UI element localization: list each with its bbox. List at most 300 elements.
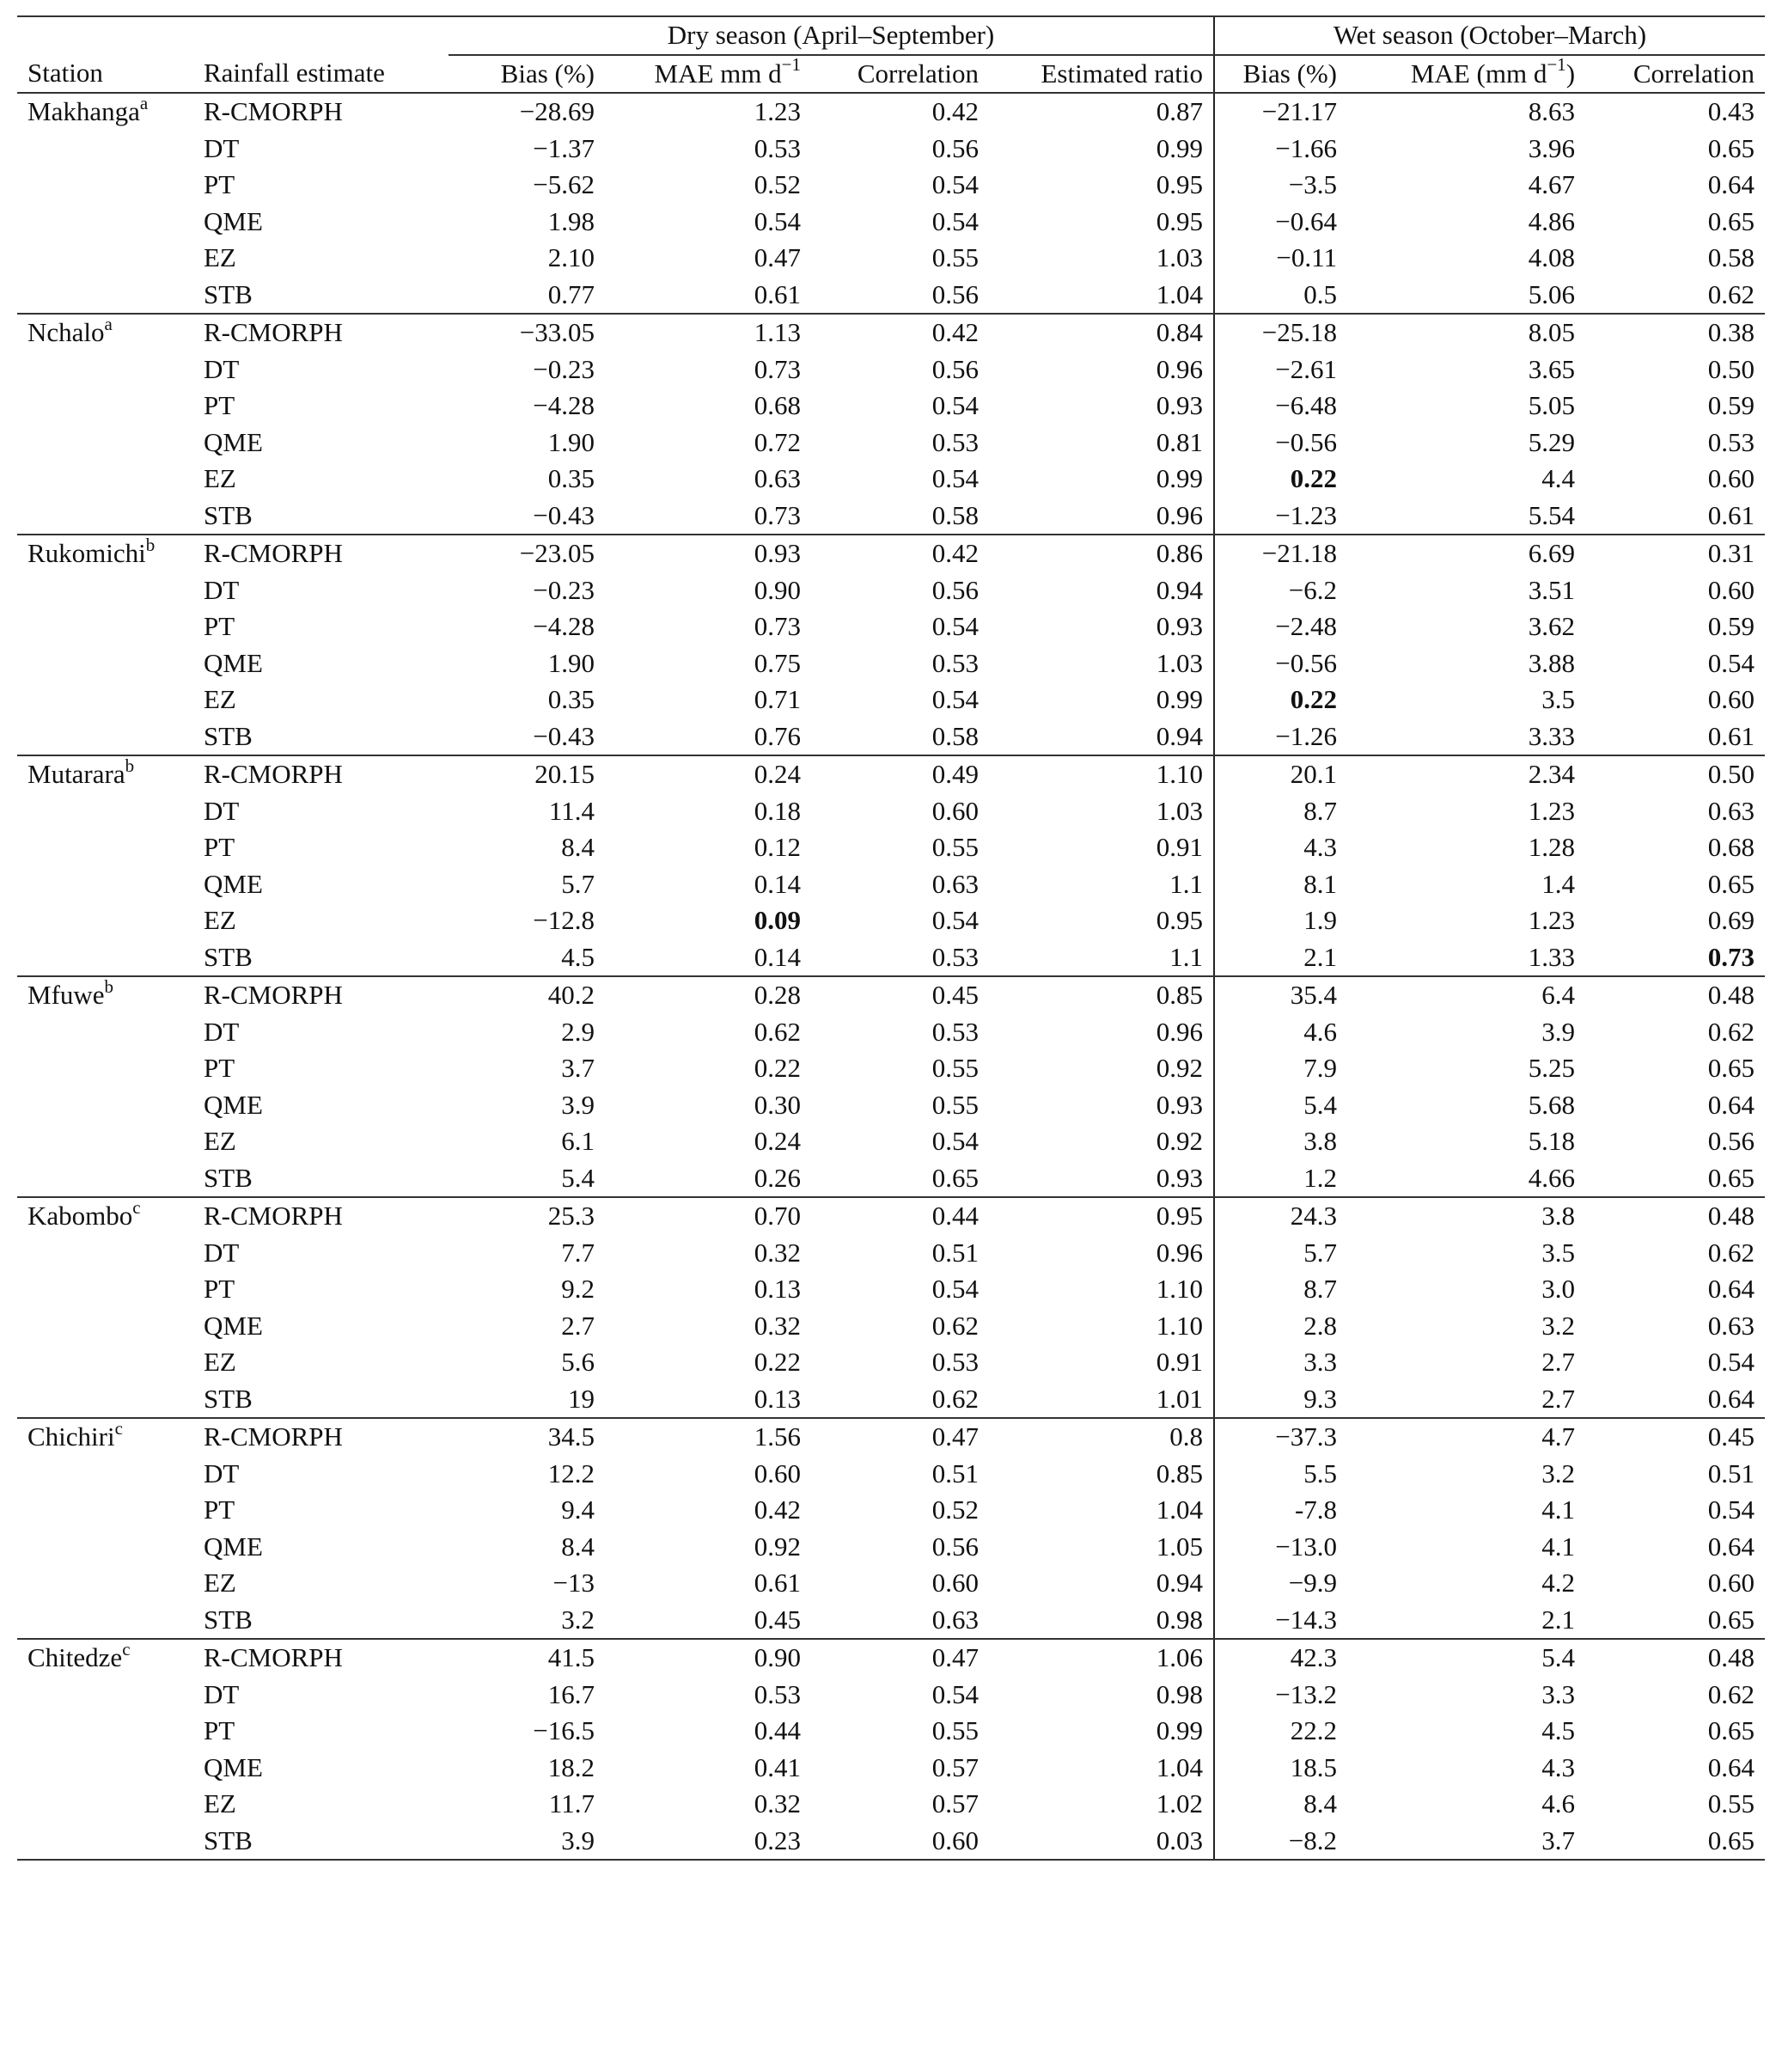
rainfall-estimate-cell: EZ <box>204 1347 236 1377</box>
dry-correlation-cell: 0.54 <box>931 684 979 714</box>
rainfall-estimate-cell: DT <box>204 1016 240 1047</box>
table-row <box>17 425 1765 461</box>
dry-ratio-cell: 0.95 <box>1156 205 1204 236</box>
dry-bias-cell: −0.23 <box>533 353 595 384</box>
dry-bias-cell: −0.23 <box>533 574 595 605</box>
wet-correlation-cell: 0.65 <box>1585 1823 1765 1861</box>
station-cell <box>17 425 193 461</box>
wet-mae-cell: 4.66 <box>1347 1160 1585 1198</box>
station-cell <box>17 240 193 277</box>
wet-mae-cell: 3.62 <box>1528 611 1576 641</box>
dry-bias-cell: 3.9 <box>561 1089 595 1120</box>
dry-correlation-cell: 0.49 <box>931 759 979 789</box>
rainfall-estimate-cell: R-CMORPH <box>204 1421 343 1452</box>
dry-mae-cell: 0.18 <box>754 795 801 826</box>
wet-correlation-cell: 0.65 <box>1707 1053 1755 1083</box>
dry-ratio-cell: 0.99 <box>1156 463 1204 493</box>
station-cell <box>17 1565 193 1602</box>
wet-correlation-cell: 0.65 <box>1707 868 1755 899</box>
wet-mae-cell: 1.28 <box>1528 832 1576 862</box>
dry-ratio-cell: 1.1 <box>989 939 1214 977</box>
dry-correlation-cell: 0.62 <box>931 1310 979 1341</box>
dry-correlation-cell: 0.51 <box>931 1237 979 1268</box>
dry-ratio-cell: 0.95 <box>1156 1201 1204 1231</box>
wet-bias-cell: 9.3 <box>1214 1381 1347 1419</box>
wet-correlation-cell: 0.50 <box>1707 759 1755 789</box>
wet-mae-cell: 3.96 <box>1528 132 1576 163</box>
rainfall-estimate-cell: EZ <box>204 242 236 272</box>
dry-mae-cell: 0.90 <box>754 1642 801 1672</box>
dry-mae-cell: 0.68 <box>754 390 801 420</box>
station-cell <box>17 572 193 609</box>
dry-ratio-cell: 0.96 <box>989 498 1214 535</box>
wet-correlation-cell: 0.59 <box>1707 390 1755 420</box>
rainfall-estimate-cell: R-CMORPH <box>204 96 343 126</box>
table-row <box>17 1786 1765 1823</box>
dry-mae-cell: 0.93 <box>754 538 801 568</box>
rainfall-estimate-cell: STB <box>193 1381 449 1419</box>
dry-bias-column-header: Bias (%) <box>449 55 605 94</box>
wet-bias-cell: −1.23 <box>1214 498 1347 535</box>
dry-bias-cell: 2.9 <box>561 1016 595 1047</box>
dry-correlation-cell: 0.42 <box>931 96 979 126</box>
station-cell <box>17 718 193 756</box>
station-name: Mutarara <box>27 759 125 789</box>
dry-mae-cell: 0.63 <box>754 463 801 493</box>
table-row <box>17 902 1765 939</box>
wet-mae-cell: 8.63 <box>1528 96 1576 126</box>
wet-correlation-cell: 0.65 <box>1585 1160 1765 1198</box>
wet-bias-cell: 0.5 <box>1214 277 1347 315</box>
dry-mae-cell: 0.14 <box>605 939 811 977</box>
table-row <box>17 1492 1765 1529</box>
dry-correlation-cell: 0.42 <box>931 317 979 347</box>
wet-correlation-column-header: Correlation <box>1585 55 1765 94</box>
wet-mae-cell: 6.69 <box>1528 538 1576 568</box>
dry-mae-cell: 0.24 <box>754 1126 801 1156</box>
station-cell <box>17 1197 193 1235</box>
wet-mae-close: ) <box>1565 58 1576 89</box>
wet-mae-cell: 5.68 <box>1528 1089 1576 1120</box>
dry-correlation-cell: 0.53 <box>811 939 989 977</box>
dry-mae-cell: 0.73 <box>754 353 801 384</box>
table-row <box>17 1160 1765 1198</box>
wet-correlation-cell: 0.38 <box>1707 317 1755 347</box>
station-cell <box>17 1308 193 1345</box>
dry-ratio-cell: 0.93 <box>1156 1089 1204 1120</box>
dry-ratio-cell: 1.10 <box>1156 1274 1204 1304</box>
station-footnote-marker: c <box>114 1417 123 1439</box>
dry-bias-cell: −5.62 <box>533 169 595 199</box>
dry-bias-cell: 3.2 <box>449 1602 605 1640</box>
table-row <box>17 681 1765 718</box>
wet-mae-cell: 3.3 <box>1541 1678 1576 1709</box>
station-name: Chitedze <box>27 1642 123 1672</box>
dry-mae-cell: 0.76 <box>605 718 811 756</box>
table-row <box>17 939 1765 977</box>
table-row <box>17 351 1765 388</box>
wet-mae-cell: 1.33 <box>1347 939 1585 977</box>
station-footnote-marker: b <box>145 534 156 555</box>
rainfall-estimate-cell: EZ <box>204 1788 236 1818</box>
rainfall-estimate-cell: DT <box>204 1237 240 1268</box>
station-cell <box>17 1271 193 1308</box>
dry-mae-cell: 0.14 <box>754 868 801 899</box>
table-row <box>17 1456 1765 1493</box>
dry-ratio-cell: 1.03 <box>1156 242 1204 272</box>
dry-correlation-cell: 0.47 <box>931 1421 979 1452</box>
dry-correlation-cell: 0.54 <box>931 1678 979 1709</box>
station-cell <box>17 1418 193 1456</box>
rainfall-estimate-cell: PT <box>204 169 235 199</box>
best-value: 0.73 <box>1707 941 1755 972</box>
wet-bias-cell: −2.48 <box>1214 608 1347 645</box>
table-row <box>17 314 1765 351</box>
dry-ratio-cell: 1.04 <box>1156 1751 1204 1782</box>
wet-bias-cell: 42.3 <box>1214 1639 1347 1677</box>
dry-bias-cell: −4.28 <box>533 390 595 420</box>
rainfall-estimate-cell: DT <box>204 132 240 163</box>
dry-bias-cell: 11.4 <box>548 795 595 826</box>
dry-bias-cell: 16.7 <box>547 1678 595 1709</box>
wet-bias-cell: −13.2 <box>1214 1677 1347 1714</box>
wet-bias-cell: −8.2 <box>1214 1823 1347 1861</box>
dry-ratio-cell: 0.93 <box>989 1160 1214 1198</box>
station-cell <box>17 535 193 572</box>
dry-mae-cell: 0.47 <box>754 242 801 272</box>
dry-correlation-cell: 0.56 <box>931 353 979 384</box>
rainfall-estimate-cell: EZ <box>204 905 236 935</box>
rainfall-estimate-cell: QME <box>204 1751 263 1782</box>
station-cell <box>17 388 193 425</box>
station-name: Kabombo <box>27 1201 133 1231</box>
dry-mae-cell: 0.61 <box>605 277 811 315</box>
dry-ratio-cell: 0.99 <box>1156 684 1204 714</box>
rainfall-estimate-cell: PT <box>204 1053 235 1083</box>
wet-mae-cell: 4.1 <box>1541 1531 1576 1562</box>
dry-correlation-cell: 0.44 <box>931 1201 979 1231</box>
dry-bias-cell: −0.43 <box>449 718 605 756</box>
dry-ratio-cell: 0.84 <box>1156 317 1204 347</box>
dry-bias-cell: −4.28 <box>533 611 595 641</box>
table-row <box>17 388 1765 425</box>
wet-mae-label: MAE (mm d <box>1410 58 1547 89</box>
wet-bias-cell: 4.6 <box>1214 1014 1347 1051</box>
table-row <box>17 1344 1765 1381</box>
dry-mae-cell: 0.52 <box>754 169 801 199</box>
table-row <box>17 1418 1765 1456</box>
wet-correlation-cell: 0.60 <box>1707 684 1755 714</box>
dry-correlation-cell: 0.52 <box>931 1494 979 1525</box>
wet-correlation-cell: 0.48 <box>1707 1642 1755 1672</box>
dry-mae-cell: 0.26 <box>605 1160 811 1198</box>
table-row <box>17 167 1765 204</box>
dry-ratio-cell: 0.03 <box>989 1823 1214 1861</box>
wet-bias-cell <box>1214 461 1347 498</box>
dry-mae-cell: 0.28 <box>754 980 801 1010</box>
wet-bias-column-header: Bias (%) <box>1214 55 1347 94</box>
wet-bias-cell: −1.26 <box>1214 718 1347 756</box>
table-row <box>17 645 1765 682</box>
dry-bias-cell: 6.1 <box>561 1126 595 1156</box>
dry-mae-cell: 0.12 <box>754 832 801 862</box>
rainfall-estimate-cell: QME <box>204 1089 263 1120</box>
dry-mae-cell: 0.30 <box>754 1089 801 1120</box>
dry-correlation-cell: 0.56 <box>931 1531 979 1562</box>
station-cell <box>17 314 193 351</box>
dry-mae-cell: 0.70 <box>754 1201 801 1231</box>
dry-ratio-cell: 1.01 <box>989 1381 1214 1419</box>
wet-mae-cell: 6.4 <box>1541 980 1576 1010</box>
dry-mae-exponent: −1 <box>781 54 801 76</box>
table-row <box>17 1308 1765 1345</box>
dry-bias-cell: 9.4 <box>561 1494 595 1525</box>
wet-bias-cell: −6.48 <box>1214 388 1347 425</box>
dry-mae-cell: 0.71 <box>754 684 801 714</box>
station-cell <box>17 1639 193 1677</box>
station-cell <box>17 1014 193 1051</box>
station-cell <box>17 1381 193 1419</box>
wet-bias-cell: −0.64 <box>1214 204 1347 241</box>
rainfall-estimate-cell: QME <box>204 1310 263 1341</box>
wet-mae-cell: 5.29 <box>1528 426 1576 457</box>
wet-mae-exponent: −1 <box>1547 54 1566 76</box>
dry-mae-cell: 0.13 <box>605 1381 811 1419</box>
dry-mae-cell: 0.41 <box>754 1751 801 1782</box>
rainfall-estimate-cell: DT <box>204 353 240 384</box>
station-cell <box>17 1123 193 1160</box>
dry-mae-cell: 0.32 <box>754 1237 801 1268</box>
rainfall-estimate-cell: STB <box>193 718 449 756</box>
dry-correlation-cell: 0.54 <box>931 205 979 236</box>
wet-correlation-cell: 0.54 <box>1707 1347 1755 1377</box>
station-footnote-marker: c <box>132 1196 141 1218</box>
dry-bias-cell: 18.2 <box>547 1751 595 1782</box>
wet-mae-cell: 3.9 <box>1541 1016 1576 1047</box>
dry-correlation-cell: 0.53 <box>931 1347 979 1377</box>
dry-bias-cell: 1.98 <box>547 205 595 236</box>
dry-ratio-cell: 0.92 <box>1156 1126 1204 1156</box>
dry-bias-cell: 0.35 <box>547 463 595 493</box>
wet-correlation-cell: 0.43 <box>1707 96 1755 126</box>
station-column-header: Station <box>17 55 193 94</box>
table-row <box>17 1014 1765 1051</box>
table-row <box>17 1381 1765 1419</box>
station-name: Mfuwe <box>27 980 105 1010</box>
dry-bias-cell: 41.5 <box>547 1642 595 1672</box>
dry-mae-cell: 0.62 <box>754 1016 801 1047</box>
rainfall-estimate-cell: PT <box>204 390 235 420</box>
dry-ratio-cell: 0.92 <box>1156 1053 1204 1083</box>
table-row <box>17 1750 1765 1787</box>
wet-correlation-cell: 0.53 <box>1707 426 1755 457</box>
rainfall-estimate-cell: QME <box>204 426 263 457</box>
station-cell <box>17 1456 193 1493</box>
table-row <box>17 498 1765 535</box>
wet-mae-cell: 4.7 <box>1541 1421 1576 1452</box>
dry-bias-cell: 25.3 <box>547 1201 595 1231</box>
wet-correlation-cell: 0.64 <box>1707 1089 1755 1120</box>
station-cell <box>17 1602 193 1640</box>
dry-correlation-cell: 0.54 <box>931 390 979 420</box>
dry-correlation-cell: 0.42 <box>931 538 979 568</box>
dry-ratio-cell: 0.98 <box>1156 1678 1204 1709</box>
dry-ratio-cell: 1.02 <box>1156 1788 1204 1818</box>
wet-bias-cell: 8.7 <box>1214 1271 1347 1308</box>
rainfall-estimate-cell: R-CMORPH <box>204 759 343 789</box>
wet-bias-cell: 24.3 <box>1214 1197 1347 1235</box>
wet-bias-cell: 7.9 <box>1214 1050 1347 1087</box>
wet-mae-cell: 4.6 <box>1541 1788 1576 1818</box>
dry-mae-cell: 1.13 <box>754 317 801 347</box>
dry-bias-cell: −33.05 <box>519 317 595 347</box>
dry-correlation-cell: 0.54 <box>931 1126 979 1156</box>
dry-ratio-cell: 0.85 <box>1156 980 1204 1010</box>
rainfall-estimate-cell: STB <box>193 1823 449 1861</box>
station-cell <box>17 93 193 131</box>
wet-correlation-cell: 0.50 <box>1707 353 1755 384</box>
wet-correlation-cell: 0.65 <box>1707 1715 1755 1745</box>
dry-bias-cell: 8.4 <box>561 1531 595 1562</box>
dry-correlation-cell: 0.53 <box>931 1016 979 1047</box>
rainfall-estimate-cell: DT <box>204 574 240 605</box>
dry-ratio-cell: 0.96 <box>1156 1237 1204 1268</box>
wet-correlation-cell: 0.64 <box>1707 1751 1755 1782</box>
dry-ratio-cell: 0.86 <box>1156 538 1204 568</box>
dry-correlation-cell: 0.54 <box>931 905 979 935</box>
station-cell <box>17 608 193 645</box>
dry-bias-cell: 7.7 <box>561 1237 595 1268</box>
table-row <box>17 461 1765 498</box>
best-value: 0.09 <box>754 905 801 935</box>
wet-bias-cell: −25.18 <box>1214 314 1347 351</box>
wet-mae-cell: 8.05 <box>1528 317 1576 347</box>
wet-mae-cell: 3.88 <box>1528 647 1576 678</box>
table-row <box>17 1529 1765 1566</box>
dry-mae-cell: 0.13 <box>754 1274 801 1304</box>
dry-correlation-cell: 0.56 <box>931 574 979 605</box>
station-cell <box>17 681 193 718</box>
dry-correlation-cell: 0.60 <box>931 1568 979 1598</box>
dry-bias-cell: 12.2 <box>547 1458 595 1488</box>
dry-ratio-cell: 1.10 <box>1156 1310 1204 1341</box>
dry-correlation-cell: 0.60 <box>811 1823 989 1861</box>
table-body <box>17 93 1765 1860</box>
rainfall-estimate-cell: QME <box>204 647 263 678</box>
dry-mae-cell: 0.72 <box>754 426 801 457</box>
wet-correlation-cell: 0.48 <box>1707 980 1755 1010</box>
rainfall-estimate-cell: PT <box>204 832 235 862</box>
dry-mae-cell: 1.23 <box>754 96 801 126</box>
dry-mae-cell: 0.73 <box>605 498 811 535</box>
wet-bias-cell: 2.1 <box>1214 939 1347 977</box>
rainfall-estimate-cell: QME <box>204 1531 263 1562</box>
table-row <box>17 1235 1765 1272</box>
station-cell <box>17 866 193 903</box>
dry-bias-cell: 20.15 <box>534 759 595 789</box>
table-row <box>17 1050 1765 1087</box>
wet-mae-cell: 2.7 <box>1347 1381 1585 1419</box>
table-row <box>17 1713 1765 1750</box>
wet-mae-cell: 1.23 <box>1528 795 1576 826</box>
station-footnote-marker: c <box>122 1638 131 1659</box>
dry-mae-cell: 0.73 <box>754 611 801 641</box>
station-cell <box>17 351 193 388</box>
wet-bias-cell: −13.0 <box>1214 1529 1347 1566</box>
wet-bias-cell: 3.3 <box>1214 1344 1347 1381</box>
rainfall-estimate-cell: EZ <box>204 1568 236 1598</box>
table-row <box>17 93 1765 131</box>
wet-mae-cell: 3.5 <box>1541 1237 1576 1268</box>
wet-mae-cell: 1.4 <box>1541 868 1576 899</box>
dry-ratio-cell: 1.03 <box>1156 647 1204 678</box>
dry-bias-cell: −1.37 <box>533 132 595 163</box>
wet-mae-cell: 3.0 <box>1541 1274 1576 1304</box>
dry-correlation-cell: 0.53 <box>931 426 979 457</box>
dry-mae-label: MAE mm d <box>654 58 782 89</box>
rainfall-estimate-cell: R-CMORPH <box>204 980 343 1010</box>
dry-correlation-cell: 0.60 <box>931 795 979 826</box>
rainfall-estimate-cell: QME <box>204 868 263 899</box>
wet-bias-cell: −9.9 <box>1214 1565 1347 1602</box>
rainfall-estimate-cell: EZ <box>204 684 236 714</box>
wet-mae-cell: 3.2 <box>1541 1458 1576 1488</box>
station-cell <box>17 1492 193 1529</box>
dry-ratio-cell: 0.94 <box>1156 1568 1204 1598</box>
dry-mae-cell: 1.56 <box>754 1421 801 1452</box>
table-row <box>17 866 1765 903</box>
wet-correlation-cell: 0.62 <box>1707 1237 1755 1268</box>
wet-correlation-cell: 0.59 <box>1707 611 1755 641</box>
dry-ratio-cell: 0.99 <box>1156 1715 1204 1745</box>
station-cell <box>17 1050 193 1087</box>
dry-season-header: Dry season (April–September) <box>449 16 1214 55</box>
dry-correlation-cell: 0.55 <box>931 242 979 272</box>
table-row <box>17 1677 1765 1714</box>
wet-mae-cell: 4.1 <box>1541 1494 1576 1525</box>
wet-mae-cell: 4.67 <box>1528 169 1576 199</box>
dry-mae-cell: 0.53 <box>754 132 801 163</box>
wet-correlation-cell: 0.61 <box>1585 718 1765 756</box>
wet-mae-cell: 4.3 <box>1541 1751 1576 1782</box>
wet-bias-cell: −0.11 <box>1214 240 1347 277</box>
table-row <box>17 829 1765 866</box>
rainfall-estimate-cell: PT <box>204 1715 235 1745</box>
dry-ratio-cell: 0.87 <box>1156 96 1204 126</box>
dry-correlation-cell: 0.55 <box>931 832 979 862</box>
table-row <box>17 976 1765 1014</box>
wet-bias-cell: −1.66 <box>1214 131 1347 168</box>
dry-correlation-cell: 0.45 <box>931 980 979 1010</box>
dry-bias-cell: 5.4 <box>449 1160 605 1198</box>
wet-bias-cell: −2.61 <box>1214 351 1347 388</box>
dry-bias-cell: −16.5 <box>533 1715 595 1745</box>
wet-mae-cell: 3.8 <box>1541 1201 1576 1231</box>
dry-mae-cell: 0.24 <box>754 759 801 789</box>
wet-correlation-cell: 0.60 <box>1707 463 1755 493</box>
table-row <box>17 131 1765 168</box>
wet-bias-cell: 2.8 <box>1214 1308 1347 1345</box>
dry-ratio-cell: 0.85 <box>1156 1458 1204 1488</box>
dry-mae-cell: 0.32 <box>754 1310 801 1341</box>
wet-mae-cell: 4.4 <box>1541 463 1576 493</box>
dry-correlation-cell: 0.65 <box>811 1160 989 1198</box>
table-row <box>17 718 1765 756</box>
dry-bias-cell: 9.2 <box>561 1274 595 1304</box>
rainfall-estimate-cell: R-CMORPH <box>204 1642 343 1672</box>
dry-bias-cell: 0.77 <box>449 277 605 315</box>
wet-bias-cell: 18.5 <box>1214 1750 1347 1787</box>
